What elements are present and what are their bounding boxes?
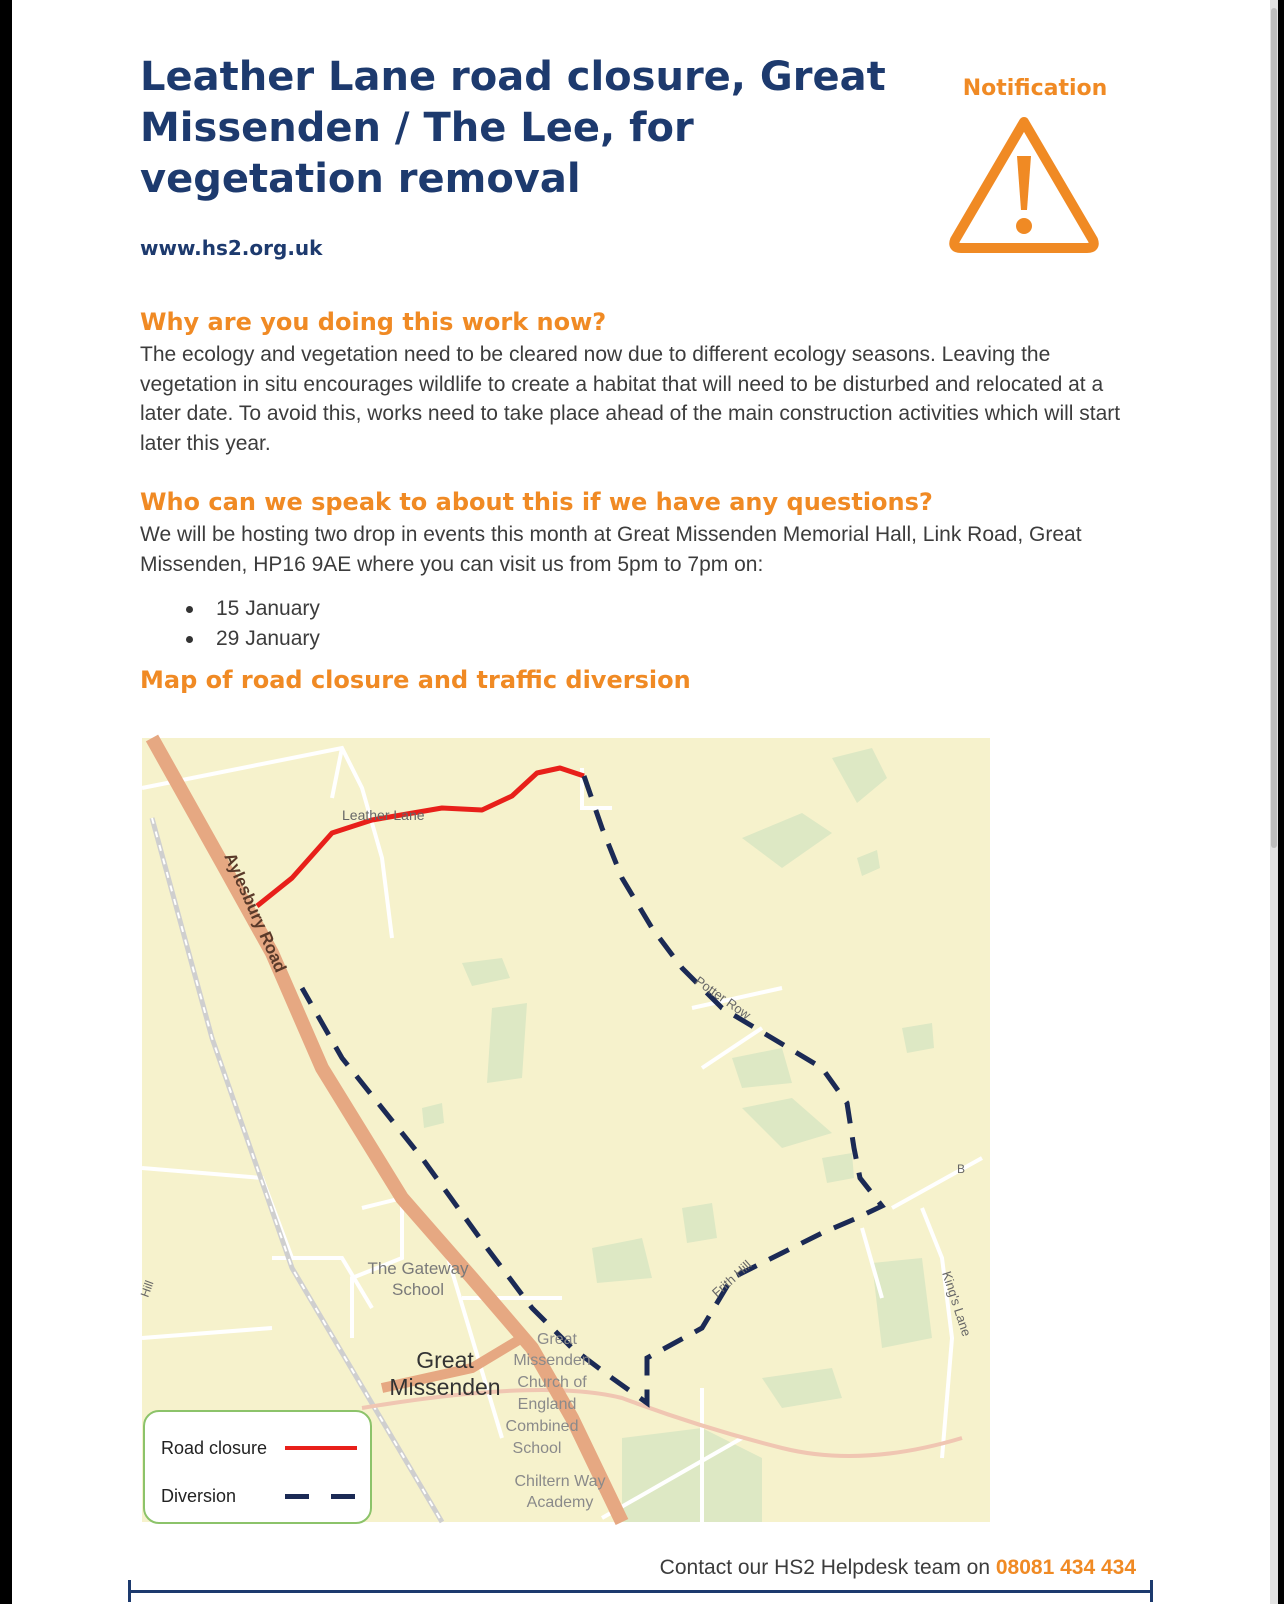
- website-link[interactable]: www.hs2.org.uk: [140, 236, 323, 260]
- potter-row-label: Potter Row: [692, 973, 754, 1023]
- svg-text:Church of: Church of: [517, 1374, 587, 1391]
- road-closure-line: [257, 768, 584, 906]
- woodland-areas: [422, 748, 934, 1522]
- road-closure-map: [137, 738, 990, 1522]
- footer-contact: Contact our HS2 Helpdesk team on 08081 434 434: [659, 1556, 1136, 1579]
- b-road-label: B: [957, 1162, 966, 1176]
- who-heading: Who can we speak to about this if we have any questions?: [140, 488, 933, 516]
- bullet-icon: [186, 606, 193, 613]
- leather-lane-label: Leather Lane: [342, 807, 425, 823]
- map-heading: Map of road closure and traffic diversion: [140, 666, 691, 694]
- legend-road-closure-swatch: [285, 1446, 357, 1450]
- helpdesk-phone[interactable]: 08081 434 434: [995, 1556, 1136, 1579]
- list-item: 29 January: [172, 624, 320, 654]
- map-legend: [143, 1410, 372, 1524]
- why-text: The ecology and vegetation need to be cleared now due to different ecology seasons. Leaving the vegetation in situ encourages wildlife to create a habitat that will need to be disturbed and relocated at a later date. To avoid this, works need to take place ahead of the main construction activities which will start later this year.: [140, 343, 1121, 455]
- gateway-school-label-2: School: [392, 1280, 444, 1299]
- legend-diversion-label: Diversion: [161, 1486, 237, 1506]
- great-label: Great: [416, 1347, 474, 1373]
- footer-divider-end: [1150, 1580, 1153, 1602]
- footer-divider: [128, 1590, 1152, 1593]
- kings-lane-label: King's Lane: [939, 1269, 975, 1339]
- academy-label-1: Chiltern Way: [514, 1473, 606, 1490]
- gateway-school-label-1: The Gateway: [367, 1259, 469, 1278]
- map-canvas: [137, 738, 990, 1522]
- svg-text:Combined: Combined: [505, 1418, 579, 1435]
- page-title: Leather Lane road closure, Great Missenden / The Lee, for vegetation removal: [140, 54, 886, 202]
- footer-divider-end: [128, 1580, 131, 1602]
- who-text: We will be hosting two drop in events this month at Great Missenden Memorial Hall, Link Road, Great Missenden, HP16 9AE where you can visit us from 5pm to 7pm on:: [140, 523, 1082, 576]
- event-dates-list: [172, 594, 320, 654]
- svg-text:Great: Great: [536, 1331, 578, 1348]
- svg-text:England: England: [517, 1396, 577, 1413]
- frith-hill-label: Frith Hill: [708, 1257, 755, 1301]
- svg-text:Missenden: Missenden: [513, 1352, 591, 1369]
- academy-label-2: Academy: [526, 1494, 594, 1511]
- hill-label: Hill: [137, 1278, 157, 1300]
- legend-road-closure-label: Road closure: [161, 1438, 268, 1458]
- diversion-route: [302, 776, 882, 1403]
- scrollbar[interactable]: [1270, 0, 1278, 1604]
- bullet-icon: [186, 636, 193, 643]
- legend-diversion-swatch: [285, 1494, 309, 1499]
- list-item: 15 January: [172, 594, 320, 624]
- warning-icon: [945, 112, 1103, 254]
- notification-label: Notification: [962, 76, 1108, 101]
- aylesbury-road-label: Aylesbury Road: [220, 849, 291, 976]
- scrollbar-thumb[interactable]: [1271, 8, 1277, 848]
- why-heading: Why are you doing this work now?: [140, 308, 607, 336]
- svg-text:School: School: [512, 1440, 562, 1457]
- missenden-label: Missenden: [389, 1374, 501, 1400]
